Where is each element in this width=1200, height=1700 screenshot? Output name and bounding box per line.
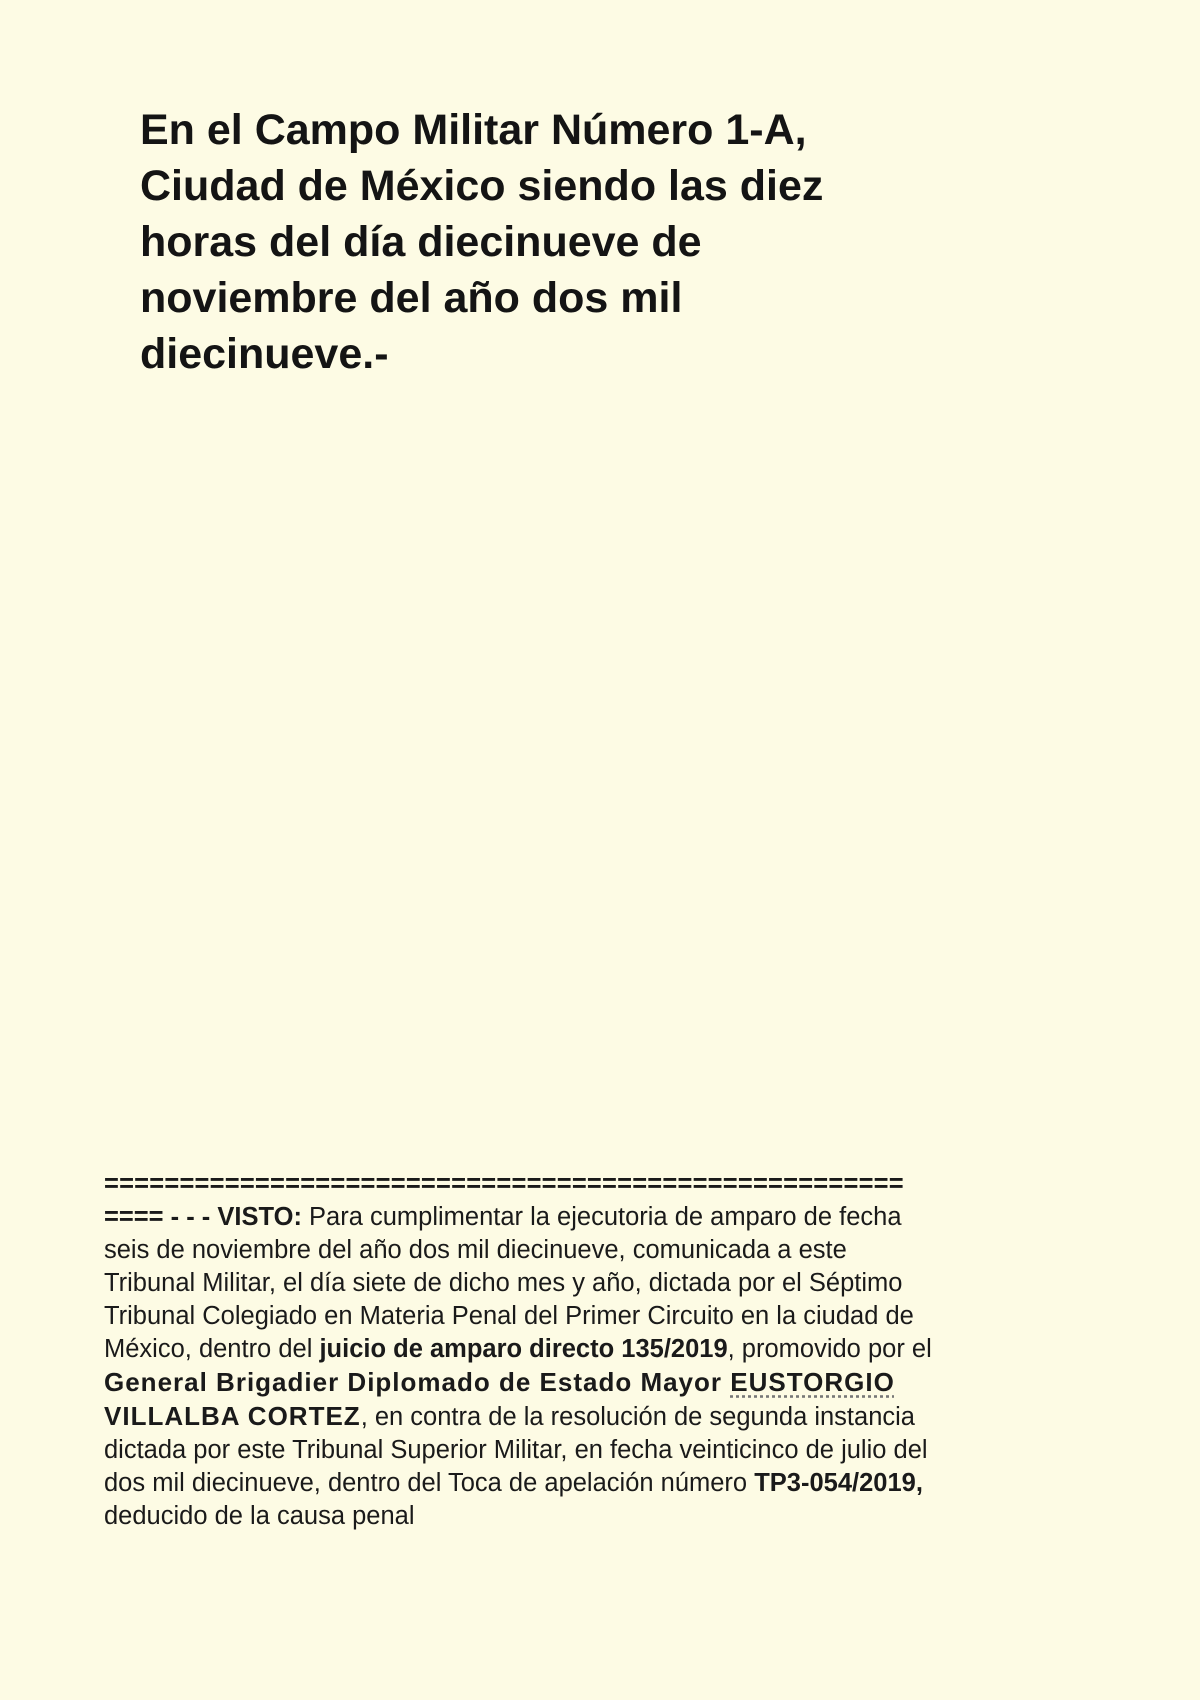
rule-prefix: ==== - - - (104, 1203, 218, 1231)
document-heading (140, 102, 1000, 382)
visto-label: VISTO: (217, 1203, 302, 1231)
heading-line: En el Campo Militar Número 1-A, (140, 106, 807, 154)
body-text-segment: , en contra de la resolución de segunda instancia (360, 1403, 915, 1431)
heading-line: Ciudad de México siendo las diez (140, 162, 824, 210)
person-name: EUSTORGIO (730, 1367, 895, 1397)
body-text-segment: Para cumplimentar la ejecutoria de amparo de fecha (301, 1203, 902, 1231)
body-line: deducido de la causa penal (104, 1502, 415, 1530)
body-text-segment: dos mil diecinueve, dentro del Toca de apelación número (104, 1469, 755, 1497)
body-line (104, 1201, 1044, 1234)
toca-number: TP3-054/2019, (754, 1469, 923, 1497)
body-line (104, 1333, 1044, 1366)
body-line: Tribunal Colegiado en Materia Penal del Primer Circuito en la ciudad de (104, 1302, 914, 1330)
body-text-segment: , promovido por el (727, 1335, 932, 1363)
body-line (104, 1366, 1044, 1400)
heading-line: noviembre del año dos mil (140, 274, 683, 322)
separator-line: ===================================================== (104, 1170, 904, 1198)
rank-title: General Brigadier Diplomado de Estado Mayor (104, 1367, 731, 1397)
heading-line: horas del día diecinueve de (140, 218, 702, 266)
document-body (104, 1168, 1044, 1533)
body-line: seis de noviembre del año dos mil diecinueve, comunicada a este (104, 1236, 847, 1264)
body-text-segment: México, dentro del (104, 1335, 320, 1363)
body-line: Tribunal Militar, el día siete de dicho mes y año, dictada por el Séptimo (104, 1269, 903, 1297)
person-surname: VILLALBA CORTEZ (104, 1401, 361, 1431)
body-line (104, 1467, 1044, 1500)
body-line (104, 1400, 1044, 1434)
heading-line: diecinueve.- (140, 330, 389, 378)
case-number: juicio de amparo directo 135/2019 (319, 1335, 728, 1363)
body-line: dictada por este Tribunal Superior Militar, en fecha veinticinco de julio del (104, 1436, 928, 1464)
